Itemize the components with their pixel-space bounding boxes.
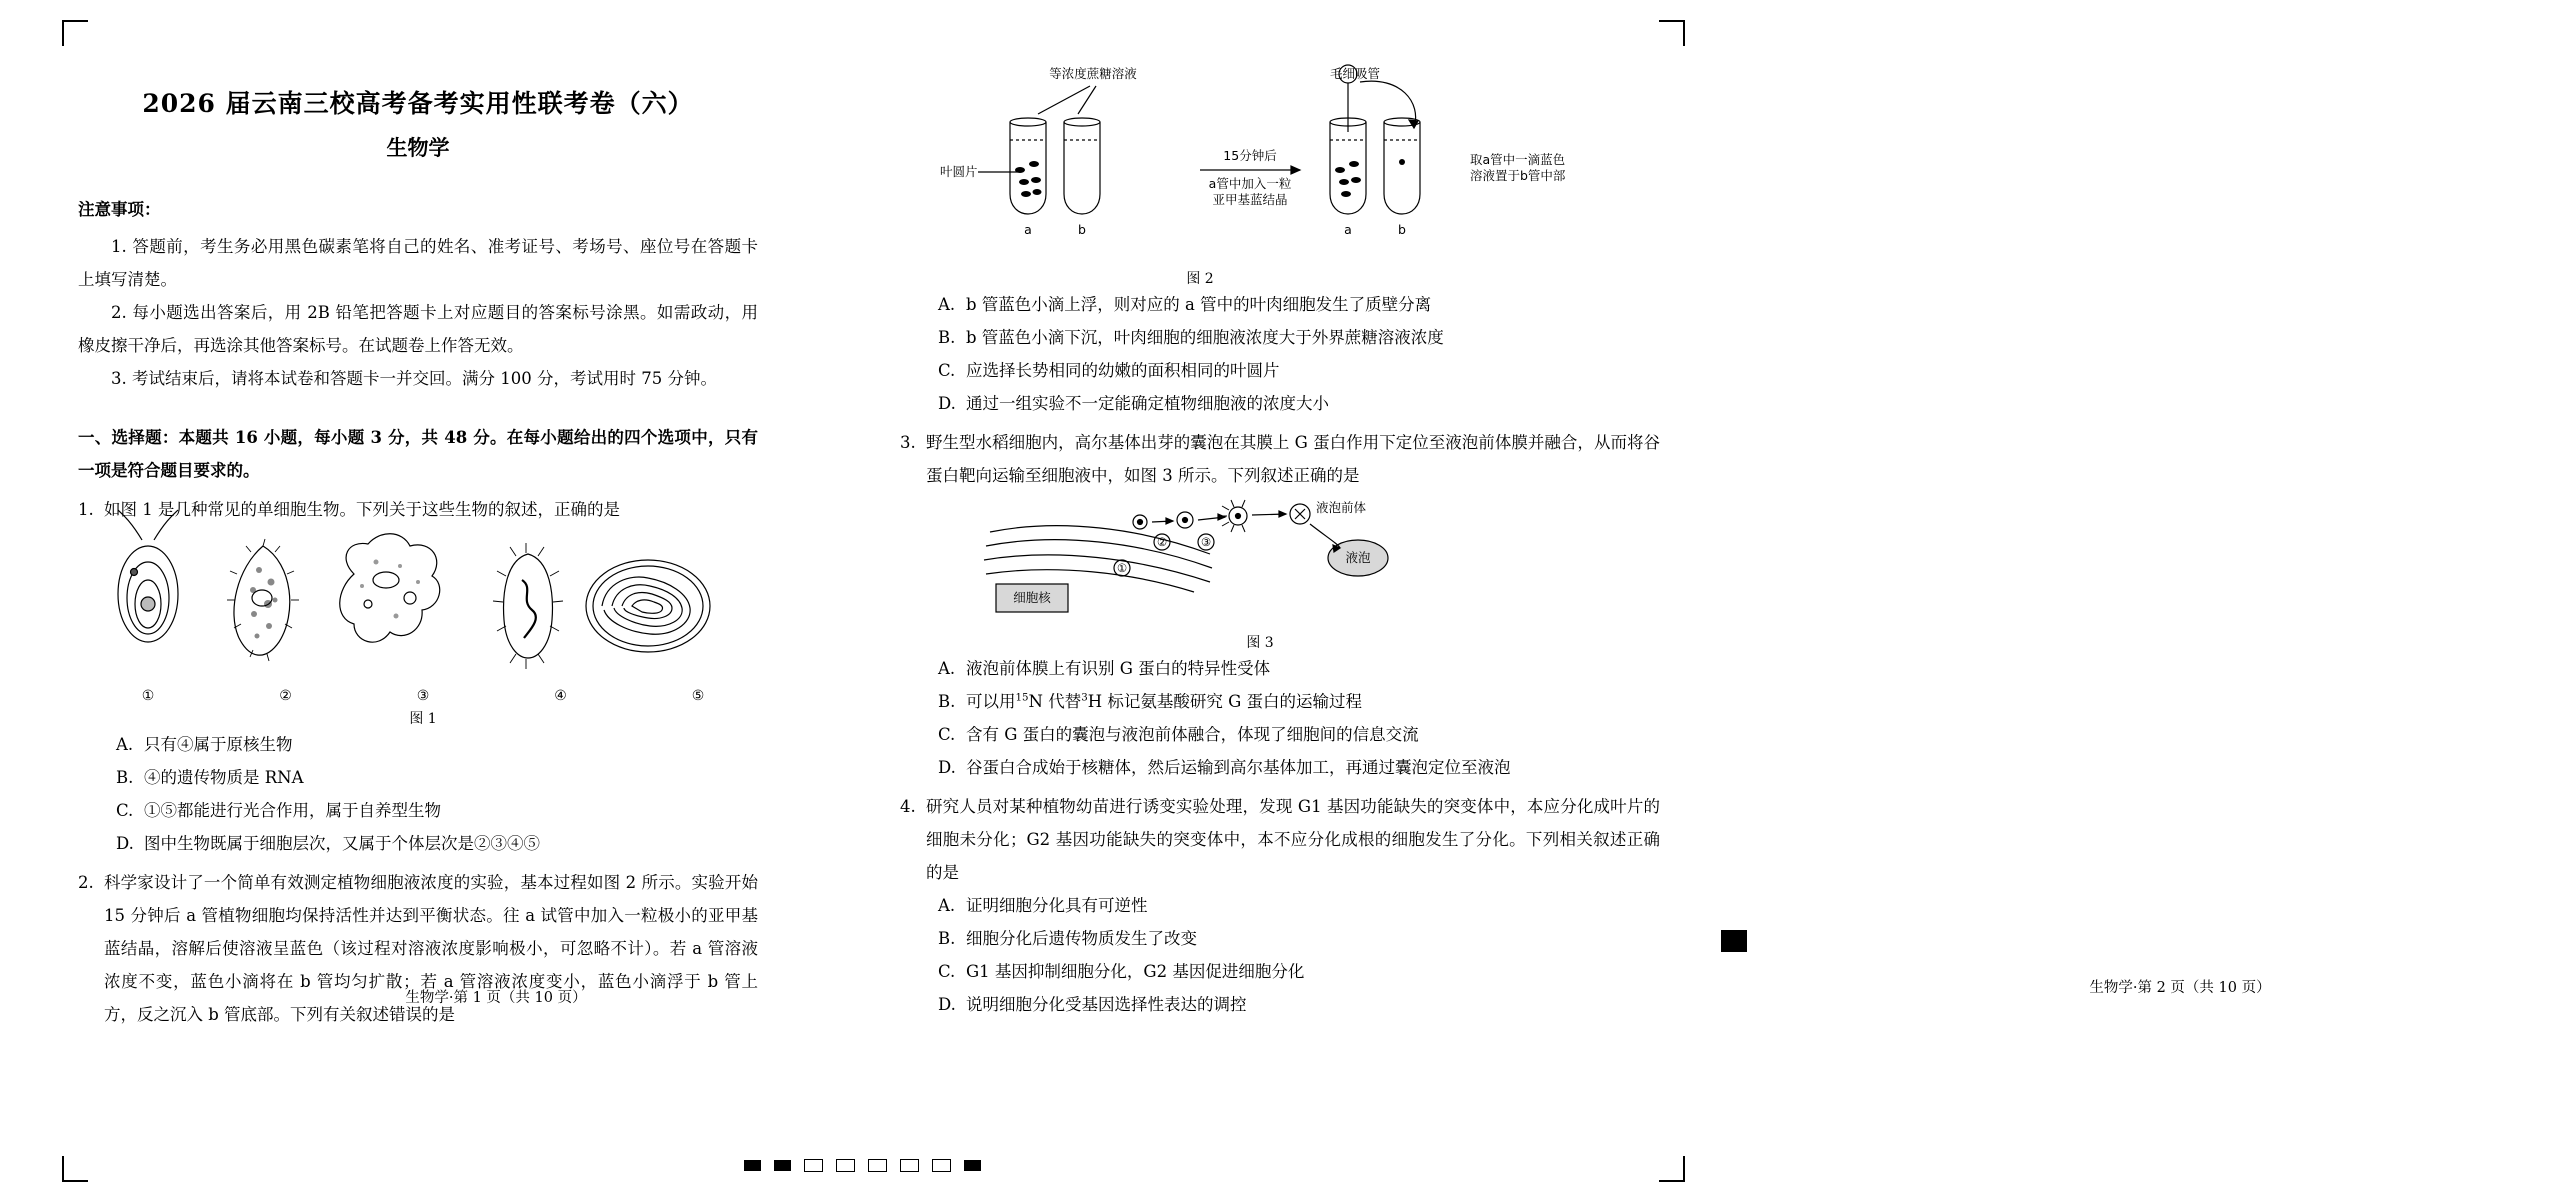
notice-heading: 注意事项： [78,200,161,219]
page-column-left [78,56,758,1031]
figure-2-text-note2: 溶液置于b管中部 [1470,168,1566,183]
question-1-option-a: A. 只有④属于原核生物 [116,735,293,754]
figure-2-illustration [900,64,1600,264]
crop-mark-bottom-left [62,1156,64,1182]
notice-item-3: 3. 考试结束后，请将本试卷和答题卡一并交回。满分 100 分，考试用时 75 分钟。 [111,369,717,388]
crop-mark-bottom-right-h [1659,1180,1685,1182]
question-3-stem: 野生型水稻细胞内，高尔基体出芽的囊泡在其膜上 G 蛋白作用下定位至液泡前体膜并融合，从而将谷蛋白靶向运输至细胞液中，如图 3 所示。下列叙述正确的是 [926,433,1660,485]
crop-mark-top-right-h [1659,20,1685,22]
figure-1-illustration [88,536,728,686]
question-4-option-a: A. 证明细胞分化具有可逆性 [938,896,1148,915]
question-1-option-c: C. ①⑤都能进行光合作用，属于自养型生物 [116,801,441,820]
separator-mark-1 [744,1160,761,1171]
question-4 [900,790,1660,889]
question-2-option-d: D. 通过一组实验不一定能确定植物细胞液的浓度大小 [938,394,1329,413]
separator-mark-6 [900,1159,919,1172]
notice-item-2: 2. 每小题选出答案后，用 2B 铅笔把答题卡上对应题目的答案标号涂黑。如需政动，用橡皮擦干净后，再选涂其他答案标号。在试题卷上作答无效。 [78,303,758,355]
question-2-option-b: B. b 管蓝色小滴下沉，叶肉细胞的细胞液浓度大于外界蔗糖溶液浓度 [938,328,1444,347]
question-3-option-c: C. 含有 G 蛋白的囊泡与液泡前体融合，体现了细胞间的信息交流 [938,725,1419,744]
figure-2-text-arrowbot1: a管中加入一粒 [1208,176,1292,191]
svg-text:b: b [1398,222,1406,237]
question-1-option-b: B. ④的遗传物质是 RNA [116,768,304,787]
separator-mark-5 [868,1159,887,1172]
question-4-option-c: C. G1 基因抑制细胞分化，G2 基因促进细胞分化 [938,962,1305,981]
figure-1-label-2: ② [279,688,292,704]
figure-2-text-pipette: 毛细吸管 [1329,66,1381,81]
figure-3-text-precursor: 液泡前体 [1316,500,1367,515]
figure-2-text-leafdisc: 叶圆片 [940,164,978,179]
footer-right: 生物学·第 2 页（共 10 页） [2089,980,2271,996]
question-2-stem: 科学家设计了一个简单有效测定植物细胞液浓度的实验，基本过程如图 2 所示。实验开始 15 分钟后 a 管植物细胞均保持活性并达到平衡状态。往 a 试管中加入一粒极小的亚甲基蓝结晶，溶解后使溶液呈蓝色（该过程对溶液浓度影响极小，可忽略不计）。若 a 管溶液浓度不变，蓝色小滴将在 b 管均匀扩散；若 a 管溶液浓度变小，蓝色小滴浮于 b 管上方，反之沉入 b 管底部。下列有关叙述错误的是 [104,873,758,1024]
figure-2 [900,64,1660,288]
figure-2-caption: 图 2 [1186,271,1214,287]
figure-2-text-arrowbot2: 亚甲基蓝结晶 [1212,192,1288,207]
question-1-number: 1. [78,500,94,519]
question-2-option-a: A. b 管蓝色小滴上浮，则对应的 a 管中的叶肉细胞发生了质壁分离 [938,295,1432,314]
question-4-stem: 研究人员对某种植物幼苗进行诱变实验处理，发现 G1 基因功能缺失的突变体中，本应分化成叶片的细胞未分化；G2 基因功能缺失的突变体中，本不应分化成根的细胞发生了分化。下列相关叙述正确的是 [926,797,1660,882]
question-3-option-b: B. 可以用$^{15}$N 代替$^3$H 标记氨基酸研究 G 蛋白的运输过程 [938,685,1660,718]
figure-3 [900,498,1660,652]
question-3-option-d: D. 谷蛋白合成始于核糖体，然后运输到高尔基体加工，再通过囊泡定位至液泡 [938,758,1511,777]
edge-registration-mark [1721,930,1747,952]
crop-mark-top-left-h [62,20,88,22]
crop-mark-top-left [62,20,64,46]
figure-3-illustration [980,498,1540,628]
figure-2-text-note1: 取a管中一滴蓝色 [1470,152,1566,167]
question-2-option-c: C. 应选择长势相同的幼嫩的面积相同的叶圆片 [938,361,1280,380]
page-separator-marks [744,1159,981,1172]
figure-1-label-5: ⑤ [691,688,705,704]
separator-mark-8 [964,1160,981,1171]
figure-3-caption: 图 3 [1246,635,1274,651]
figure-1-labels [88,686,758,704]
subject-title: 生物学 [386,135,450,160]
crop-mark-bottom-left-h [62,1180,88,1182]
notice-item-1: 1. 答题前，考生务必用黑色碳素笔将自己的姓名、准考证号、考场号、座位号在答题卡上填写清楚。 [78,237,758,289]
figure-3-marker-2: ② [1156,535,1168,549]
question-3-option-a: A. 液泡前体膜上有识别 G 蛋白的特异性受体 [938,659,1271,678]
svg-text:b: b [1078,222,1086,237]
section-heading: 一、选择题：本题共 16 小题，每小题 3 分，共 48 分。在每小题给出的四个选项中，只有一项是符合题目要求的。 [78,428,758,480]
question-3-option-b-text: 可以用$^{15}$N 代替$^3$H 标记氨基酸研究 G 蛋白的运输过程 [966,692,1363,711]
svg-text:a: a [1024,222,1032,237]
figure-2-text-sucrose: 等浓度蔗糖溶液 [1049,66,1137,81]
question-1 [78,493,758,526]
separator-mark-2 [774,1160,791,1171]
crop-mark-bottom-right [1683,1156,1685,1182]
question-4-number: 4. [900,797,916,816]
figure-3-marker-3: ③ [1200,535,1212,549]
figure-1-label-1: ① [141,688,155,704]
page-title: 2026 届云南三校高考备考实用性联考卷（六） [142,89,694,118]
footer-left: 生物学·第 1 页（共 10 页） [405,990,587,1006]
figure-3-text-nucleus: 细胞核 [1013,590,1051,605]
separator-mark-4 [836,1159,855,1172]
svg-text:a: a [1344,222,1352,237]
separator-mark-7 [932,1159,951,1172]
question-3 [900,426,1660,492]
figure-3-marker-1: ① [1116,561,1128,575]
figure-1-caption: 图 1 [409,711,437,727]
figure-1 [88,536,758,728]
crop-mark-top-right [1683,20,1685,46]
question-4-option-d: D. 说明细胞分化受基因选择性表达的调控 [938,995,1247,1014]
figure-2-text-arrowtop: 15分钟后 [1223,148,1277,163]
question-4-option-b: B. 细胞分化后遗传物质发生了改变 [938,929,1197,948]
figure-1-label-4: ④ [554,688,567,704]
page-column-right [900,56,2271,1021]
question-1-option-d: D. 图中生物既属于细胞层次，又属于个体层次是②③④⑤ [116,834,540,853]
question-3-number: 3. [900,433,916,452]
figure-1-label-3: ③ [416,688,430,704]
question-2-number: 2. [78,873,94,892]
separator-mark-3 [804,1159,823,1172]
figure-3-text-vacuole: 液泡 [1345,550,1371,565]
question-1-stem: 如图 1 是几种常见的单细胞生物。下列关于这些生物的叙述，正确的是 [104,500,620,519]
